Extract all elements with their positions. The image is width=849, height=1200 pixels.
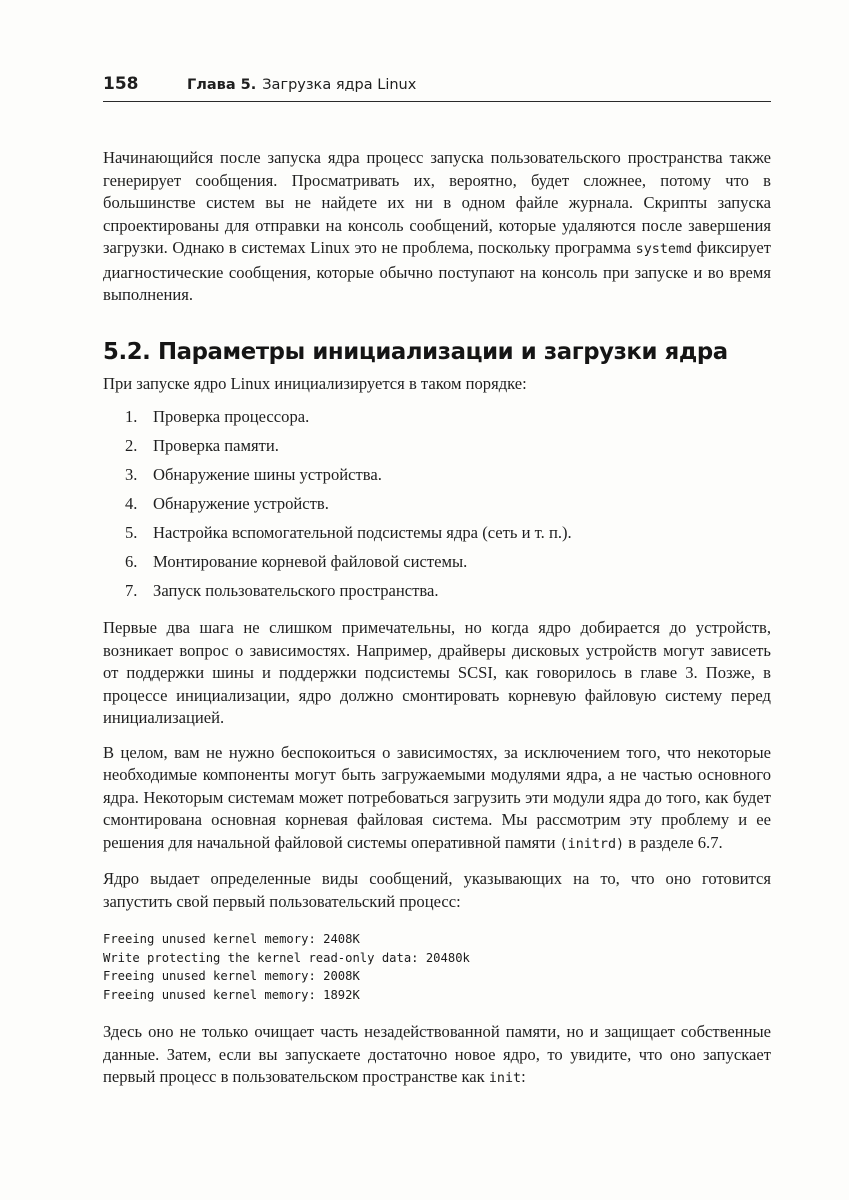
list-item: 2. Проверка памяти. — [125, 436, 279, 455]
running-header — [103, 74, 771, 102]
code-line: Freeing unused kernel memory: 2408K — [103, 932, 360, 946]
kernel-log-code-block — [103, 930, 771, 1004]
list-item: 6. Монтирование корневой файловой системы. — [125, 552, 468, 571]
chapter-label: Глава 5. — [187, 77, 257, 93]
list-item: 1. Проверка процессора. — [125, 407, 310, 426]
list-item: 3. Обнаружение шины устройства. — [125, 465, 382, 484]
init-steps-list — [103, 402, 771, 605]
list-item: 4. Обнаружение устройств. — [125, 494, 329, 513]
paragraph-modules: В целом, вам не нужно беспокоиться о зависимостях, за исключением того, что некоторые необходимые компоненты могут быть загружаемыми модулями ядра, а не частью основного ядра. Некоторым системам может потребоваться загрузить эти модули ядра до того, как будет смонтирована основная корневая файловая система. Мы рассмотрим эту проблему и ее решения для начальной файловой системы оперативной памяти (initrd) в разделе 6.7. — [103, 742, 771, 852]
paragraph-userspace-messages: Начинающийся после запуска ядра процесс запуска пользовательского пространства также генерирует сообщения. Просматривать их, вероятно, будет сложнее, потому что в большинстве систем вы не найдете их ни в одном файле журнала. Скрипты запуска спроектированы для отправки на консоль сообщений, которые удаляются после завершения загрузки. Однако в системах Linux это не проблема, поскольку программа systemd фиксирует диагностические сообщения, которые обычно поступают на консоль при запуске и во время выполнения. — [103, 148, 771, 304]
list-item: 7. Запуск пользовательского пространства. — [125, 581, 439, 600]
page-number: 158 — [103, 74, 139, 94]
section-heading: 5.2. Параметры инициализации и загрузки ядра — [103, 338, 728, 365]
code-line: Write protecting the kernel read-only data: 20480k — [103, 950, 470, 965]
list-item: 5. Настройка вспомогательной подсистемы ядра (сеть и т. п.). — [125, 523, 572, 542]
code-line: Freeing unused kernel memory: 2008K — [103, 969, 360, 983]
chapter-title: Загрузка ядра Linux — [262, 77, 417, 93]
paragraph-init-process: Здесь оно не только очищает часть незадействованной памяти, но и защищает собственные данные. Затем, если вы запускаете достаточно новое ядро, то увидите, что оно запускает первый процесс в пользовательском пространстве как init: — [103, 1022, 771, 1086]
inline-code-init: init — [488, 1071, 522, 1086]
book-page — [103, 74, 771, 1091]
inline-code-initrd: (initrd) — [559, 836, 625, 852]
inline-code-systemd: systemd — [635, 242, 693, 257]
code-line: Freeing unused kernel memory: 1892K — [103, 987, 360, 1002]
paragraph-kernel-messages: Ядро выдает определенные виды сообщений, указывающих на то, что оно готовится запустить свой первый пользовательский процесс: — [103, 869, 771, 911]
paragraph-dependencies: Первые два шага не слишком примечательны, но когда ядро добирается до устройств, возникает вопрос о зависимостях. Например, драйверы дисковых устройств могут зависеть от поддержки шины и поддержки подсистемы SCSI, как говорилось в главе 3. Позже, в процессе инициализации, ядро должно смонтировать корневую файловую систему перед инициализацией. — [103, 618, 771, 727]
section-intro: При запуске ядро Linux инициализируется в таком порядке: — [103, 373, 527, 393]
